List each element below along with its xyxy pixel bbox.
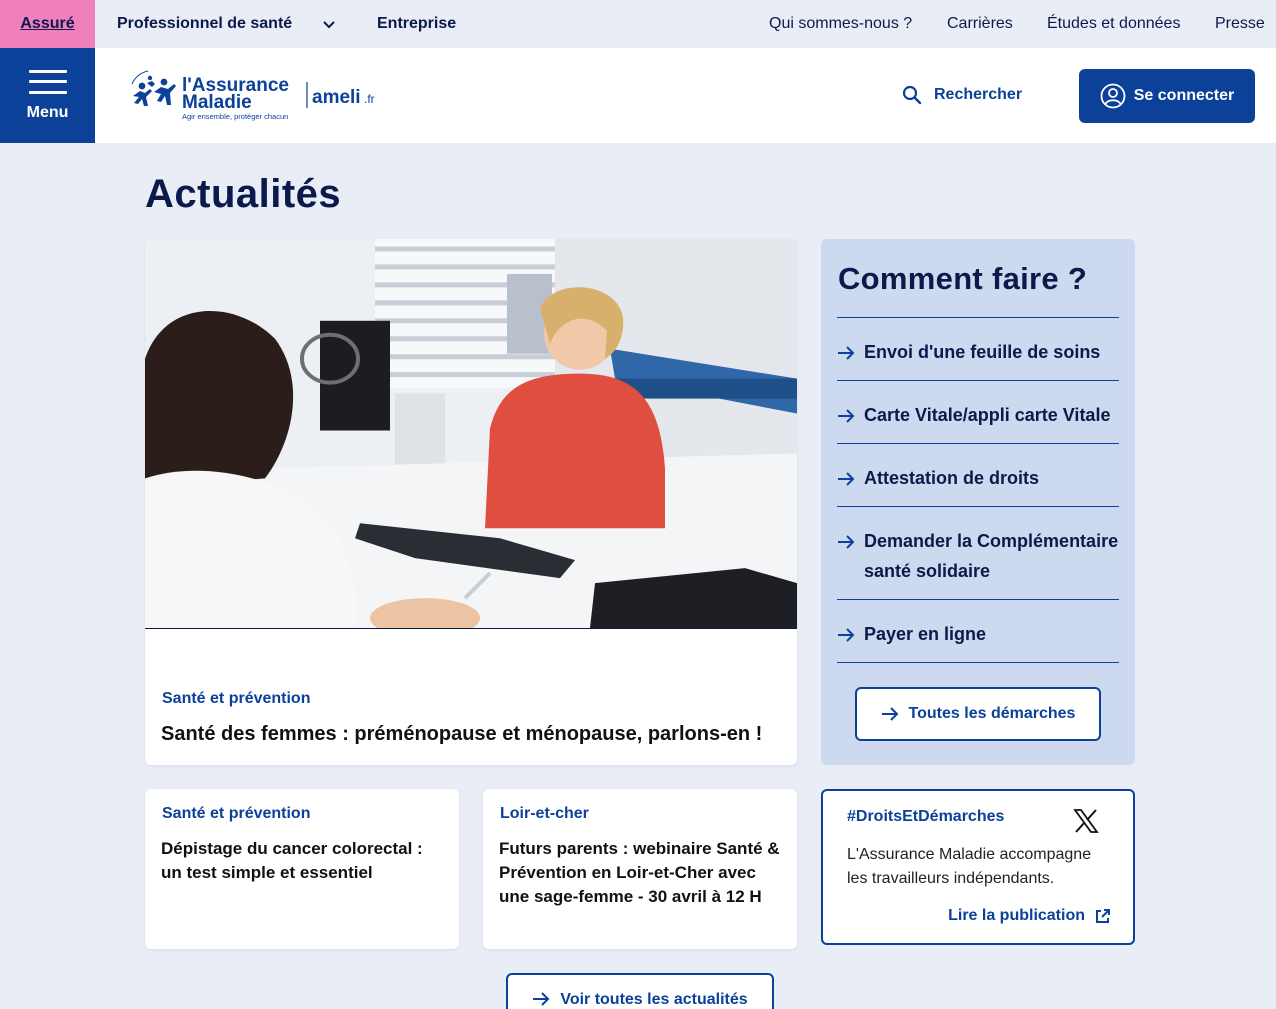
search-button[interactable] bbox=[902, 83, 1022, 107]
featured-news-title[interactable]: Santé des femmes : préménopause et ménopause, parlons-en ! bbox=[161, 723, 763, 745]
link-etudes-et-donnees[interactable]: Études et données bbox=[1047, 15, 1181, 32]
link-presse[interactable]: Presse bbox=[1215, 15, 1265, 32]
read-publication-label: Lire la publication bbox=[948, 907, 1085, 924]
social-post-text: L'Assurance Maladie accompagne les travailleurs indépendants. bbox=[847, 846, 1092, 887]
hamburger-icon bbox=[29, 70, 67, 94]
search-label: Rechercher bbox=[934, 86, 1023, 103]
x-logo-icon bbox=[1073, 809, 1099, 833]
how-to-item-label: Envoi d'une feuille de soins bbox=[864, 342, 1101, 362]
news-category: Santé et prévention bbox=[162, 805, 311, 822]
logo-tagline: Agir ensemble, protéger chacun bbox=[182, 112, 289, 121]
how-to-item-label: Carte Vitale/appli carte Vitale bbox=[864, 405, 1111, 425]
how-to-panel bbox=[821, 239, 1135, 765]
logo-line1: l'Assurance bbox=[182, 75, 289, 96]
assurance-maladie-logo[interactable] bbox=[128, 68, 378, 124]
featured-news-image bbox=[145, 239, 797, 629]
how-to-item-label: Payer en ligne bbox=[864, 624, 987, 644]
social-hashtag: #DroitsEtDémarches bbox=[847, 808, 1005, 825]
arrow-right-icon bbox=[837, 345, 855, 361]
news-title[interactable]: Futurs parents : webinaire Santé & Prévention en Loir-et-Cher avec une sage-femme - 30 avril à 12 H bbox=[499, 839, 780, 906]
how-to-item-label: Demander la Complémentaire santé solidaire bbox=[864, 531, 1119, 581]
arrow-right-icon bbox=[837, 471, 855, 487]
how-to-item[interactable] bbox=[837, 443, 1119, 506]
arrow-right-icon bbox=[881, 706, 899, 722]
news-category: Loir-et-cher bbox=[500, 805, 589, 822]
login-label: Se connecter bbox=[1133, 87, 1235, 104]
tab-entreprise[interactable]: Entreprise bbox=[377, 15, 457, 32]
link-carrieres[interactable]: Carrières bbox=[947, 15, 1013, 32]
see-all-news-button[interactable] bbox=[506, 973, 774, 1009]
menu-label: Menu bbox=[26, 103, 69, 121]
tab-professionnel-label: Professionnel de santé bbox=[117, 15, 293, 32]
arrow-right-icon bbox=[837, 627, 855, 643]
arrow-right-icon bbox=[837, 534, 855, 550]
how-to-item[interactable] bbox=[837, 599, 1119, 662]
how-to-item[interactable] bbox=[837, 317, 1119, 380]
all-procedures-label: Toutes les démarches bbox=[908, 705, 1076, 722]
news-card[interactable] bbox=[145, 789, 459, 949]
logo-line2: Maladie bbox=[182, 92, 252, 113]
news-card[interactable] bbox=[483, 789, 797, 949]
user-circle-icon bbox=[1100, 83, 1126, 109]
featured-news-card[interactable] bbox=[145, 239, 797, 765]
featured-news-category: Santé et prévention bbox=[162, 690, 311, 707]
login-button[interactable] bbox=[1079, 69, 1255, 123]
see-all-news-label: Voir toutes les actualités bbox=[560, 991, 748, 1008]
menu-button[interactable] bbox=[0, 48, 95, 143]
news-title[interactable]: Dépistage du cancer colorectal : un test simple et essentiel bbox=[161, 839, 423, 882]
top-navigation bbox=[0, 0, 1276, 48]
arrow-right-icon bbox=[532, 991, 550, 1007]
social-post-card bbox=[821, 789, 1135, 945]
how-to-list bbox=[837, 317, 1119, 663]
how-to-title: Comment faire ? bbox=[838, 261, 1088, 296]
site-header bbox=[0, 48, 1276, 143]
page-title: Actualités bbox=[145, 172, 342, 216]
link-qui-sommes-nous[interactable]: Qui sommes-nous ? bbox=[769, 15, 913, 32]
divider bbox=[837, 662, 1119, 663]
read-publication-link[interactable] bbox=[948, 907, 1111, 925]
arrow-right-icon bbox=[837, 408, 855, 424]
tab-professionnel-de-sante[interactable] bbox=[117, 0, 292, 48]
how-to-item-label: Attestation de droits bbox=[864, 468, 1040, 488]
how-to-item[interactable] bbox=[837, 380, 1119, 443]
chevron-down-icon bbox=[322, 17, 336, 31]
search-icon bbox=[902, 85, 922, 105]
all-procedures-button[interactable] bbox=[855, 687, 1101, 741]
external-link-icon bbox=[1095, 908, 1111, 924]
logo-ameli: ameli bbox=[312, 87, 361, 108]
tab-assure[interactable]: Assuré bbox=[0, 0, 95, 48]
logo-ameli-ext: .fr bbox=[364, 92, 375, 106]
how-to-item[interactable] bbox=[837, 506, 1119, 599]
